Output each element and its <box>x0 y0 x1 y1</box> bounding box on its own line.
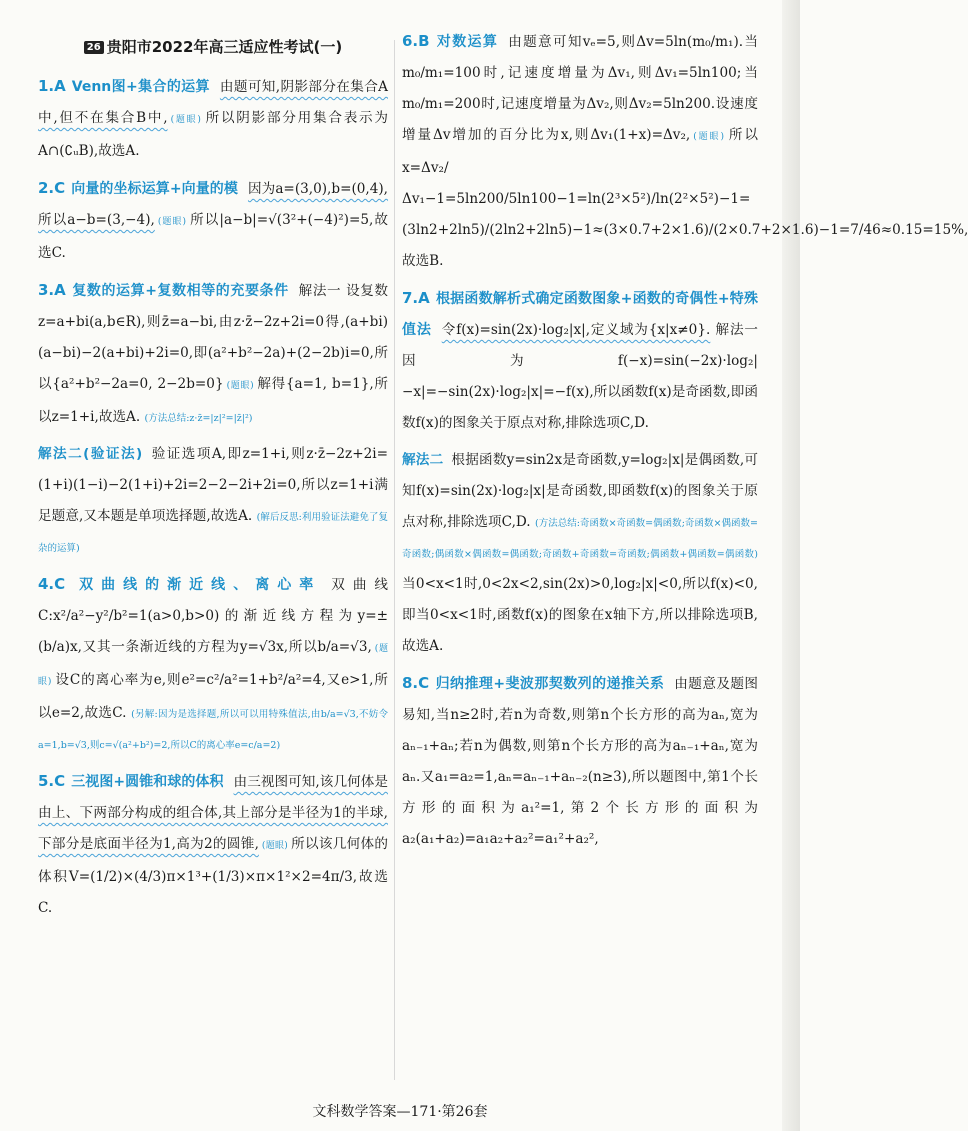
key-point-tag: (题眼) <box>170 115 201 125</box>
key-point-tag: (题眼) <box>261 841 288 851</box>
answer-item-3 <box>38 275 388 433</box>
explanation: 解法一 设复数z=a+bi(a,b∈R),则z̄=a−bi,由z·z̄−2z+2i=0得,(a+bi)(a−bi)−2(a+bi)+2i=0,即(a²+b²−2a)+(2−2b)i=0,所以{a²+b²−2a=0, 2−2b=0} <box>38 283 388 392</box>
answer-topic: 归纳推理+斐波那契数列的递推关系 <box>435 676 665 692</box>
method-note: (另解:因为是选择题,所以可以用特殊值法,由b/a=√3,不妨令a=1,b=√3,则c=√(a²+b²)=2,所以C的离心率e=c/a=2) <box>38 709 388 751</box>
explanation-cont: 解法一 因为f(−x)=sin(−2x)·log₂|−x|=−sin(2x)·log₂|x|=−f(x),所以函数f(x)是奇函数,即函数f(x)的图象关于原点对称,排除选项C,D. <box>402 322 759 431</box>
answer-number: 4.C <box>38 575 66 593</box>
answer-item-8 <box>402 668 758 855</box>
answer-number: 2.C <box>38 179 66 197</box>
explanation: 验证选项A,即z=1+i,则z·z̄−2z+2i=(1+i)(1−i)−2(1+i)+2i=2−2−2i+2i=0,所以z=1+i满足题意,又本题是单项选择题,故选A. <box>38 446 388 524</box>
key-point-tag: (题眼) <box>693 132 724 142</box>
method-note: (方法总结:奇函数×奇函数=偶函数;奇函数×偶函数=奇函数;偶函数×偶函数=偶函数;奇函数+奇函数=奇函数;偶函数+偶函数=偶函数) <box>402 518 758 560</box>
page-footer: 文科数学答案—171·第26套 <box>312 1104 488 1120</box>
key-point-tag: (题眼) <box>226 381 254 391</box>
explanation: 由题意及题图易知,当n≥2时,若n为奇数,则第n个长方形的高为aₙ,宽为aₙ₋₁+aₙ;若n为偶数,则第n个长方形的高为aₙ₋₁+aₙ,宽为aₙ.又a₁=a₂=1,aₙ=aₙ₋₁+aₙ₋₂(n≥3),所以题图中,第1个长方形的面积为a₁²=1,第2个长方形的面积为a₂(a₁+a₂)=a₁a₂+a₂²=a₁²+a₂², <box>402 676 758 847</box>
explanation-cont: 设C的离心率为e,则e²=c²/a²=1+b²/a²=4,又e>1,所以e=2,故选C. <box>38 672 389 721</box>
page-edge <box>782 0 800 1131</box>
answer-number: 1.A <box>38 77 66 95</box>
answer-number: 6.B <box>402 32 430 50</box>
explanation: 由三视图可知,该几何体是由上、下两部分构成的组合体,其上部分是半径为1的半球,下部分是底面半径为1,高为2的圆锥, <box>38 774 388 852</box>
answer-number: 5.C <box>38 772 66 790</box>
answer-topic: 双曲线的渐近线、离心率 <box>71 577 322 593</box>
answer-item-7 <box>402 283 758 439</box>
explanation-cont: 所以x=Δv₂/Δv₁−1=5ln200/5ln100−1=ln(2³×5²)/ln(2²×5²)−1=(3ln2+2ln5)/(2ln2+2ln5)−1≈(3×0.7+2×1.6)/(2×0.7+2×1.6)−1=7/46≈0.15=15%,故选B. <box>402 127 968 269</box>
explanation: 双曲线C:x²/a²−y²/b²=1(a>0,b>0)的渐近线方程为y=±(b/a)x,又其一条渐近线的方程为y=√3x,所以b/a=√3, <box>38 577 389 655</box>
answer-item-4 <box>38 569 388 760</box>
answer-topic: 根据函数解析式确定函数图象+函数的奇偶性+特殊值法 <box>402 291 758 338</box>
exam-title <box>38 36 388 57</box>
answer-topic: Venn图+集合的运算 <box>71 79 210 95</box>
method-heading: 解法二(验证法) <box>38 446 143 462</box>
method-heading: 解法二 <box>402 452 444 468</box>
method-note: (方法总结:z·z̄=|z|²=|z̄|²) <box>144 413 253 424</box>
answer-number: 7.A <box>402 289 430 307</box>
explanation: 根据函数y=sin2x是奇函数,y=log₂|x|是偶函数,可知f(x)=sin(2x)·log₂|x|是奇函数,即函数f(x)的图象关于原点对称,排除选项C,D. <box>402 452 759 530</box>
left-column <box>38 26 388 930</box>
method-note: (解后反思:利用验证法避免了复杂的运算) <box>38 512 388 554</box>
answer-topic: 向量的坐标运算+向量的模 <box>71 181 238 197</box>
answer-item-5 <box>38 766 388 924</box>
explanation: 因为a=(3,0),b=(0,4),所以a−b=(3,−4), <box>38 181 389 228</box>
set-number-badge: 26 <box>84 41 104 54</box>
explanation-cont: 所以该几何体的体积V=(1/2)×(4/3)π×1³+(1/3)×π×1²×2=4π/3,故选C. <box>38 836 389 916</box>
explanation: 令f(x)=sin(2x)·log₂|x|,定义域为{x|x≠0}. <box>441 322 711 338</box>
answer-topic: 复数的运算+复数相等的充要条件 <box>71 283 289 299</box>
explanation-cont: 解得{a=1, b=1},所以z=1+i,故选A. <box>38 376 388 425</box>
answer-topic: 三视图+圆锥和球的体积 <box>71 774 224 790</box>
answer-number: 3.A <box>38 281 66 299</box>
key-point-tag: (题眼) <box>157 217 187 227</box>
explanation: 由题意可知vₑ=5,则Δv=5ln(m₀/m₁).当m₀/m₁=100时,记速度增量为Δv₁,则Δv₁=5ln100;当m₀/m₁=200时,记速度增量为Δv₂,则Δv₂=5ln200.设速度增量Δv增加的百分比为x,则Δv₁(1+x)=Δv₂, <box>402 34 758 143</box>
explanation-cont: 所以|a−b|=√(3²+(−4)²)=5,故选C. <box>38 212 388 261</box>
answer-number: 8.C <box>402 674 430 692</box>
explanation-cont: 所以阴影部分用集合表示为A∩(∁ᵤB),故选A. <box>38 110 388 159</box>
right-column <box>402 26 968 861</box>
explanation: 由题可知,阴影部分在集合A中,但不在集合B中, <box>38 79 388 126</box>
answer-item-3-method-2 <box>38 439 388 563</box>
explanation-cont: 当0<x<1时,0<2x<2,sin(2x)>0,log₂|x|<0,所以f(x)<0,即当0<x<1时,函数f(x)的图象在x轴下方,所以排除选项B,故选A. <box>402 576 758 654</box>
answer-item-2 <box>38 173 388 269</box>
column-divider <box>394 40 395 1080</box>
answer-item-6 <box>402 26 968 277</box>
answer-item-7-method-2 <box>402 445 758 662</box>
exam-title-text: 贵阳市2022年高三适应性考试(一) <box>106 38 343 56</box>
key-point-tag: (题眼) <box>38 644 388 687</box>
answer-topic: 对数运算 <box>435 34 499 50</box>
answer-item-1 <box>38 71 388 167</box>
